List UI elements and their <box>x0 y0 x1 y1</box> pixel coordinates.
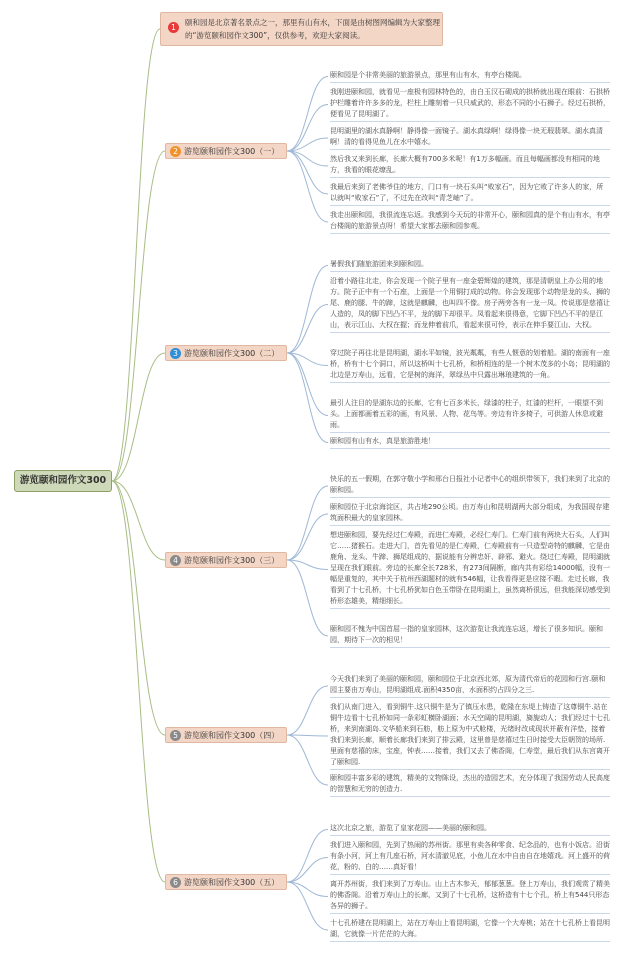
branch-label: 游览颐和园作文300（一） <box>184 147 280 156</box>
leaf-text: 我刚进颐和园，就看见一座极有园林特色的，由白玉汉石砌成的拱桥就出现在眼前：石拱桥护栏雕着许许多多的龙，栏柱上雕刻着一只只威武的，形态不同的小石狮子。经过石拱桥，便看见了昆明湖了。 <box>330 87 610 122</box>
branch-connector <box>287 514 328 560</box>
root-connector <box>112 481 165 560</box>
leaf-text: 颐和园位于北京海淀区，共占地290公顷。由万寿山和昆明湖两大部分组成，为我国现存建筑面积最大的皇家园林。 <box>330 502 610 526</box>
leaf-text: 这次北京之旅，游览了皇家花园——美丽的颐和园。 <box>330 823 610 836</box>
branch-connector <box>287 858 328 883</box>
branch-connector <box>287 686 328 735</box>
leaf-text: 然后我又来到长廊，长廊大概有700多米呢！有1万多幅画。而且每幅画都没有相同的地方，我看的眼花缭乱。 <box>330 154 610 178</box>
branch-connector <box>287 735 328 736</box>
branch-node-3[interactable] <box>165 552 287 568</box>
leaf-text: 十七孔桥建在昆明湖上，站在万寿山上看昆明湖，它像一个大寿桃；站在十七孔桥上看昆明湖，它就像一片茫茫的大海。 <box>330 918 610 942</box>
leaf-text: 我们从南门进入，看到铜牛.这只铜牛是为了镇压水患，乾隆在东堤上铸造了这尊铜牛.站在铜牛边看十七孔桥如同一条彩虹横卧湖面；水天空阔的昆明湖，旖旎动人；我们经过十七孔桥，来到南湖岛.文华船来到石舫，舫上原为中式舱楼，光绪时改成现状并蔽有洋垫，接着我们来到长廊，顺着长廊我们来到了排云殿，这里曾是慈禧过生日时接受大臣朝贺的场所.里面有慈禧的床，宝座，钟表……接着，我们又去了佛香阁，仁寿堂，最后我们从东宫离开了颐和园. <box>330 702 610 770</box>
number-badge: 3 <box>170 348 181 359</box>
branch-connector <box>287 151 328 222</box>
leaf-text: 颐和园丰富多彩的建筑，精美的文物陈设，杰出的造园艺术，充分体现了我国劳动人民高度的智慧和无穷的创造力. <box>330 773 610 797</box>
branch-connector <box>287 560 328 636</box>
branch-node-4[interactable] <box>165 727 287 743</box>
number-badge: 6 <box>170 877 181 888</box>
leaf-text: 昆明湖里的湖水真静啊！静得像一面镜子。湖水真绿啊！绿得像一块无瑕翡翠。湖水真清啊！清的看得见鱼儿在水中嬉水。 <box>330 126 610 150</box>
intro-text: 颐和园是北京著名景点之一，那里有山有水，下面是由树图网编辑为大家整理的“游览颐和园作文300”，仅供参考，欢迎大家阅读。 <box>185 18 440 40</box>
leaf-text: 颐和园不愧为中国首屈一指的皇家园林，这次游览让我流连忘返，增长了很多知识。颐和园，期待下一次的相见！ <box>330 624 610 648</box>
branch-label: 游览颐和园作文300（五） <box>184 878 280 887</box>
leaf-text: 快乐的五一假期，在郭守敬小学和邢台日报社小记者中心的组织带领下，我们来到了北京的颐和园。 <box>330 474 610 498</box>
branch-label: 游览颐和园作文300（四） <box>184 731 280 740</box>
branch-connector <box>287 305 328 354</box>
number-badge: 4 <box>170 555 181 566</box>
branch-connector <box>287 735 328 785</box>
branch-label: 游览颐和园作文300（二） <box>184 349 280 358</box>
leaf-text: 颐和园是个非常美丽的旅游景点，那里有山有水，有亭台楼阁。 <box>330 70 610 83</box>
mindmap-root-node[interactable] <box>14 470 112 492</box>
leaf-text: 我走出颐和园，我很流连忘返。我感到今天玩的非常开心，颐和园真的是个有山有水，有亭台楼阁的旅游景点呀！希望大家都去颐和园参观。 <box>330 210 610 234</box>
leaf-text: 想进颐和园，要先经过仁寿殿，而进仁寿殿，必经仁寿门。仁寿门前有两块大石头，人们叫它……猪猴石。走进大门，首先看见的是仁寿殿，仁寿殿前有一只造型奇特的麒麟，它是由鹿角、龙头、牛蹄、狮尾组成的，据说能有分辨忠奸、辟邪、避火。绕过仁寿殿，昆明湖就呈现在我们眼前。旁边的长廊全长728米，有273间隔断，廊内共有彩绘14000幅，没有一幅是重复的，其中关于杭州西湖题材的就有546幅，让我看得更是应接不暇。走过长廊，我看到了十七孔桥，十七孔桥犹如白色玉带卧在昆明湖上，虽然离桥很远，但我能深切感受到桥形态雄美，精细细长。 <box>330 530 610 609</box>
branch-connector <box>287 830 328 883</box>
leaf-text: 我们进入颐和园，先到了热闹的苏州街。那里有卖各种零食、纪念品的，也有小饭店。沿街有条小河，河上有几座石桥，河水清澈见底，小鱼儿在水中自由自在地嬉戏。河上盛开的荷花，粉的、白的……真好看！ <box>330 840 610 875</box>
branch-node-2[interactable] <box>165 345 287 361</box>
leaf-text: 沿着小路往北走，你会发现一个院子里有一座金碧辉煌的建筑，那是清朝皇上办公用的地方。院子正中有一个石座，上面是一个用铜打成的动物。你会发现那个动物是龙的头、狮的尾、鹿的腿、牛的蹄，这就是麒麟，也叫四不像。房子两旁各有一龙一凤。传说那是慈禧让人造的，凤的脚下凹凸不平，龙的脚下却很平。凤看起来很得意，它脚下凹凸不平的是江山，表示江山、大权在握；而龙伸着前爪，看起来很可怜，表示在伸手要江山、大权。 <box>330 276 610 333</box>
branch-connector <box>287 77 328 152</box>
leaf-text: 颐和园有山有水，真是旅游胜地！ <box>330 436 610 449</box>
leaf-text: 最引人注目的是湖东边的长廊，它有七百多米长，绿漆的柱子，红漆的栏杆，一眼望不到头。上面都画着五彩的画，有风景、人物、花鸟等。旁边有许多椅子，可供游人休息或避雨。 <box>330 398 610 433</box>
leaf-text: 暑假我们随旅游团来到颐和园。 <box>330 259 610 272</box>
branch-node-1[interactable] <box>165 143 287 159</box>
branch-label: 游览颐和园作文300（三） <box>184 556 280 565</box>
root-connector <box>112 481 165 882</box>
number-badge: 2 <box>170 146 181 157</box>
branch-connector <box>287 266 328 354</box>
intro-node[interactable] <box>160 12 443 46</box>
leaf-text: 穿过院子再往北是昆明湖，湖水平如镜，波光粼粼，有些人惬意的划着船。湖的南面有一座桥，桥有十七个洞口，所以这桥叫十七孔桥，和桥相连的是一个树木茂多的小岛；昆明湖的北边是万寿山，远看，它是树的海洋，翠绿丛中只露出琳琅建筑的一角。 <box>330 348 610 383</box>
branch-connector <box>287 353 328 416</box>
root-connector <box>112 29 160 481</box>
branch-connector <box>287 353 328 443</box>
branch-connector <box>287 560 328 570</box>
root-label: 游览颐和园作文300 <box>19 475 107 486</box>
branch-node-5[interactable] <box>165 874 287 890</box>
number-badge: 1 <box>168 22 179 33</box>
number-badge: 5 <box>170 730 181 741</box>
leaf-text: 离开苏州街，我们来到了万寿山。山上古木参天，郁郁葱葱。登上万寿山，我们观赏了精美的佛香阁。沿着万寿山上的长廊，又到了十七孔桥，这桥造有十七个孔，桥上有544只形态各异的狮子。 <box>330 879 610 914</box>
branch-connector <box>287 486 328 560</box>
leaf-text: 今天我们来到了美丽的颐和园，颐和园位于北京西北郊，原为清代帝后的花园和行宫.颐和园主要由万寿山，昆明湖组成.面积4350亩，水面积约占四分之三. <box>330 674 610 698</box>
leaf-text: 我最后来到了老佛爷住的地方，门口有一块石头叫“败家石”，因为它败了许多人的家，所以就叫“败家石”了，不过先在改叫“青芝岫”了。 <box>330 182 610 206</box>
